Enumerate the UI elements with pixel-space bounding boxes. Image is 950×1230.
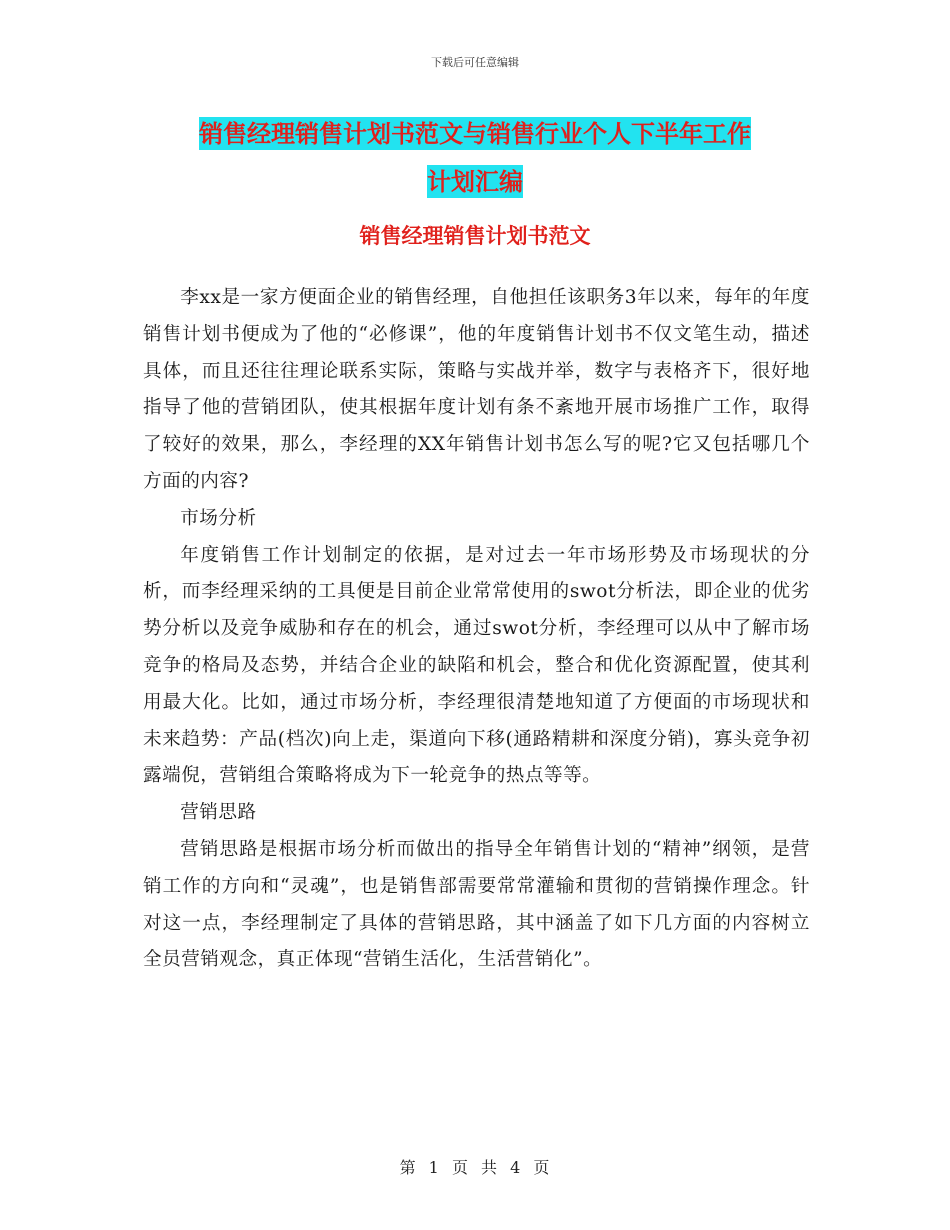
subheading-market-analysis: 市场分析	[180, 507, 257, 529]
page-header-note: 下载后可任意编辑	[431, 56, 519, 69]
document-title	[150, 110, 800, 206]
paragraph-marketing-ideas: 营销思路是根据市场分析而做出的指导全年销售计划的“精神”纲领，是营销工作的方向和“灵魂”，也是销售部需要常常灌输和贯彻的营销操作理念。针对这一点，李经理制定了具体的营销思路，其中涵盖了如下几方面的内容树立全员营销观念，真正体现“营销生活化，生活营销化”。	[143, 838, 810, 971]
document-body	[143, 280, 810, 979]
subheading-marketing-ideas: 营销思路	[180, 802, 257, 824]
section-title: 销售经理销售计划书范文	[359, 223, 591, 248]
document-title-line-2: 计划汇编	[427, 167, 523, 196]
page-footer: 第 1 页 共 4 页	[399, 1158, 551, 1177]
paragraph-intro: 李xx是一家方便面企业的销售经理，自他担任该职务3年以来，每年的年度销售计划书便成为了他的“必修课”，他的年度销售计划书不仅文笔生动，描述具体，而且还往往理论联系实际，策略与实战并举，数字与表格齐下，很好地指导了他的营销团队，使其根据年度计划有条不紊地开展市场推广工作，取得了较好的效果，那么，李经理的XX年销售计划书怎么写的呢?它又包括哪几个方面的内容?	[143, 287, 810, 492]
document-title-line-1: 销售经理销售计划书范文与销售行业个人下半年工作	[199, 119, 751, 148]
paragraph-market-analysis: 年度销售工作计划制定的依据，是对过去一年市场形势及市场现状的分析，而李经理采纳的工具便是目前企业常常使用的swot分析法，即企业的优劣势分析以及竞争威胁和存在的机会，通过swot分析，李经理可以从中了解市场竞争的格局及态势，并结合企业的缺陷和机会，整合和优化资源配置，使其利用最大化。比如，通过市场分析，李经理很清楚地知道了方便面的市场现状和未来趋势：产品(档次)向上走，渠道向下移(通路精耕和深度分销)，寡头竞争初露端倪，营销组合策略将成为下一轮竞争的热点等等。	[143, 544, 810, 787]
